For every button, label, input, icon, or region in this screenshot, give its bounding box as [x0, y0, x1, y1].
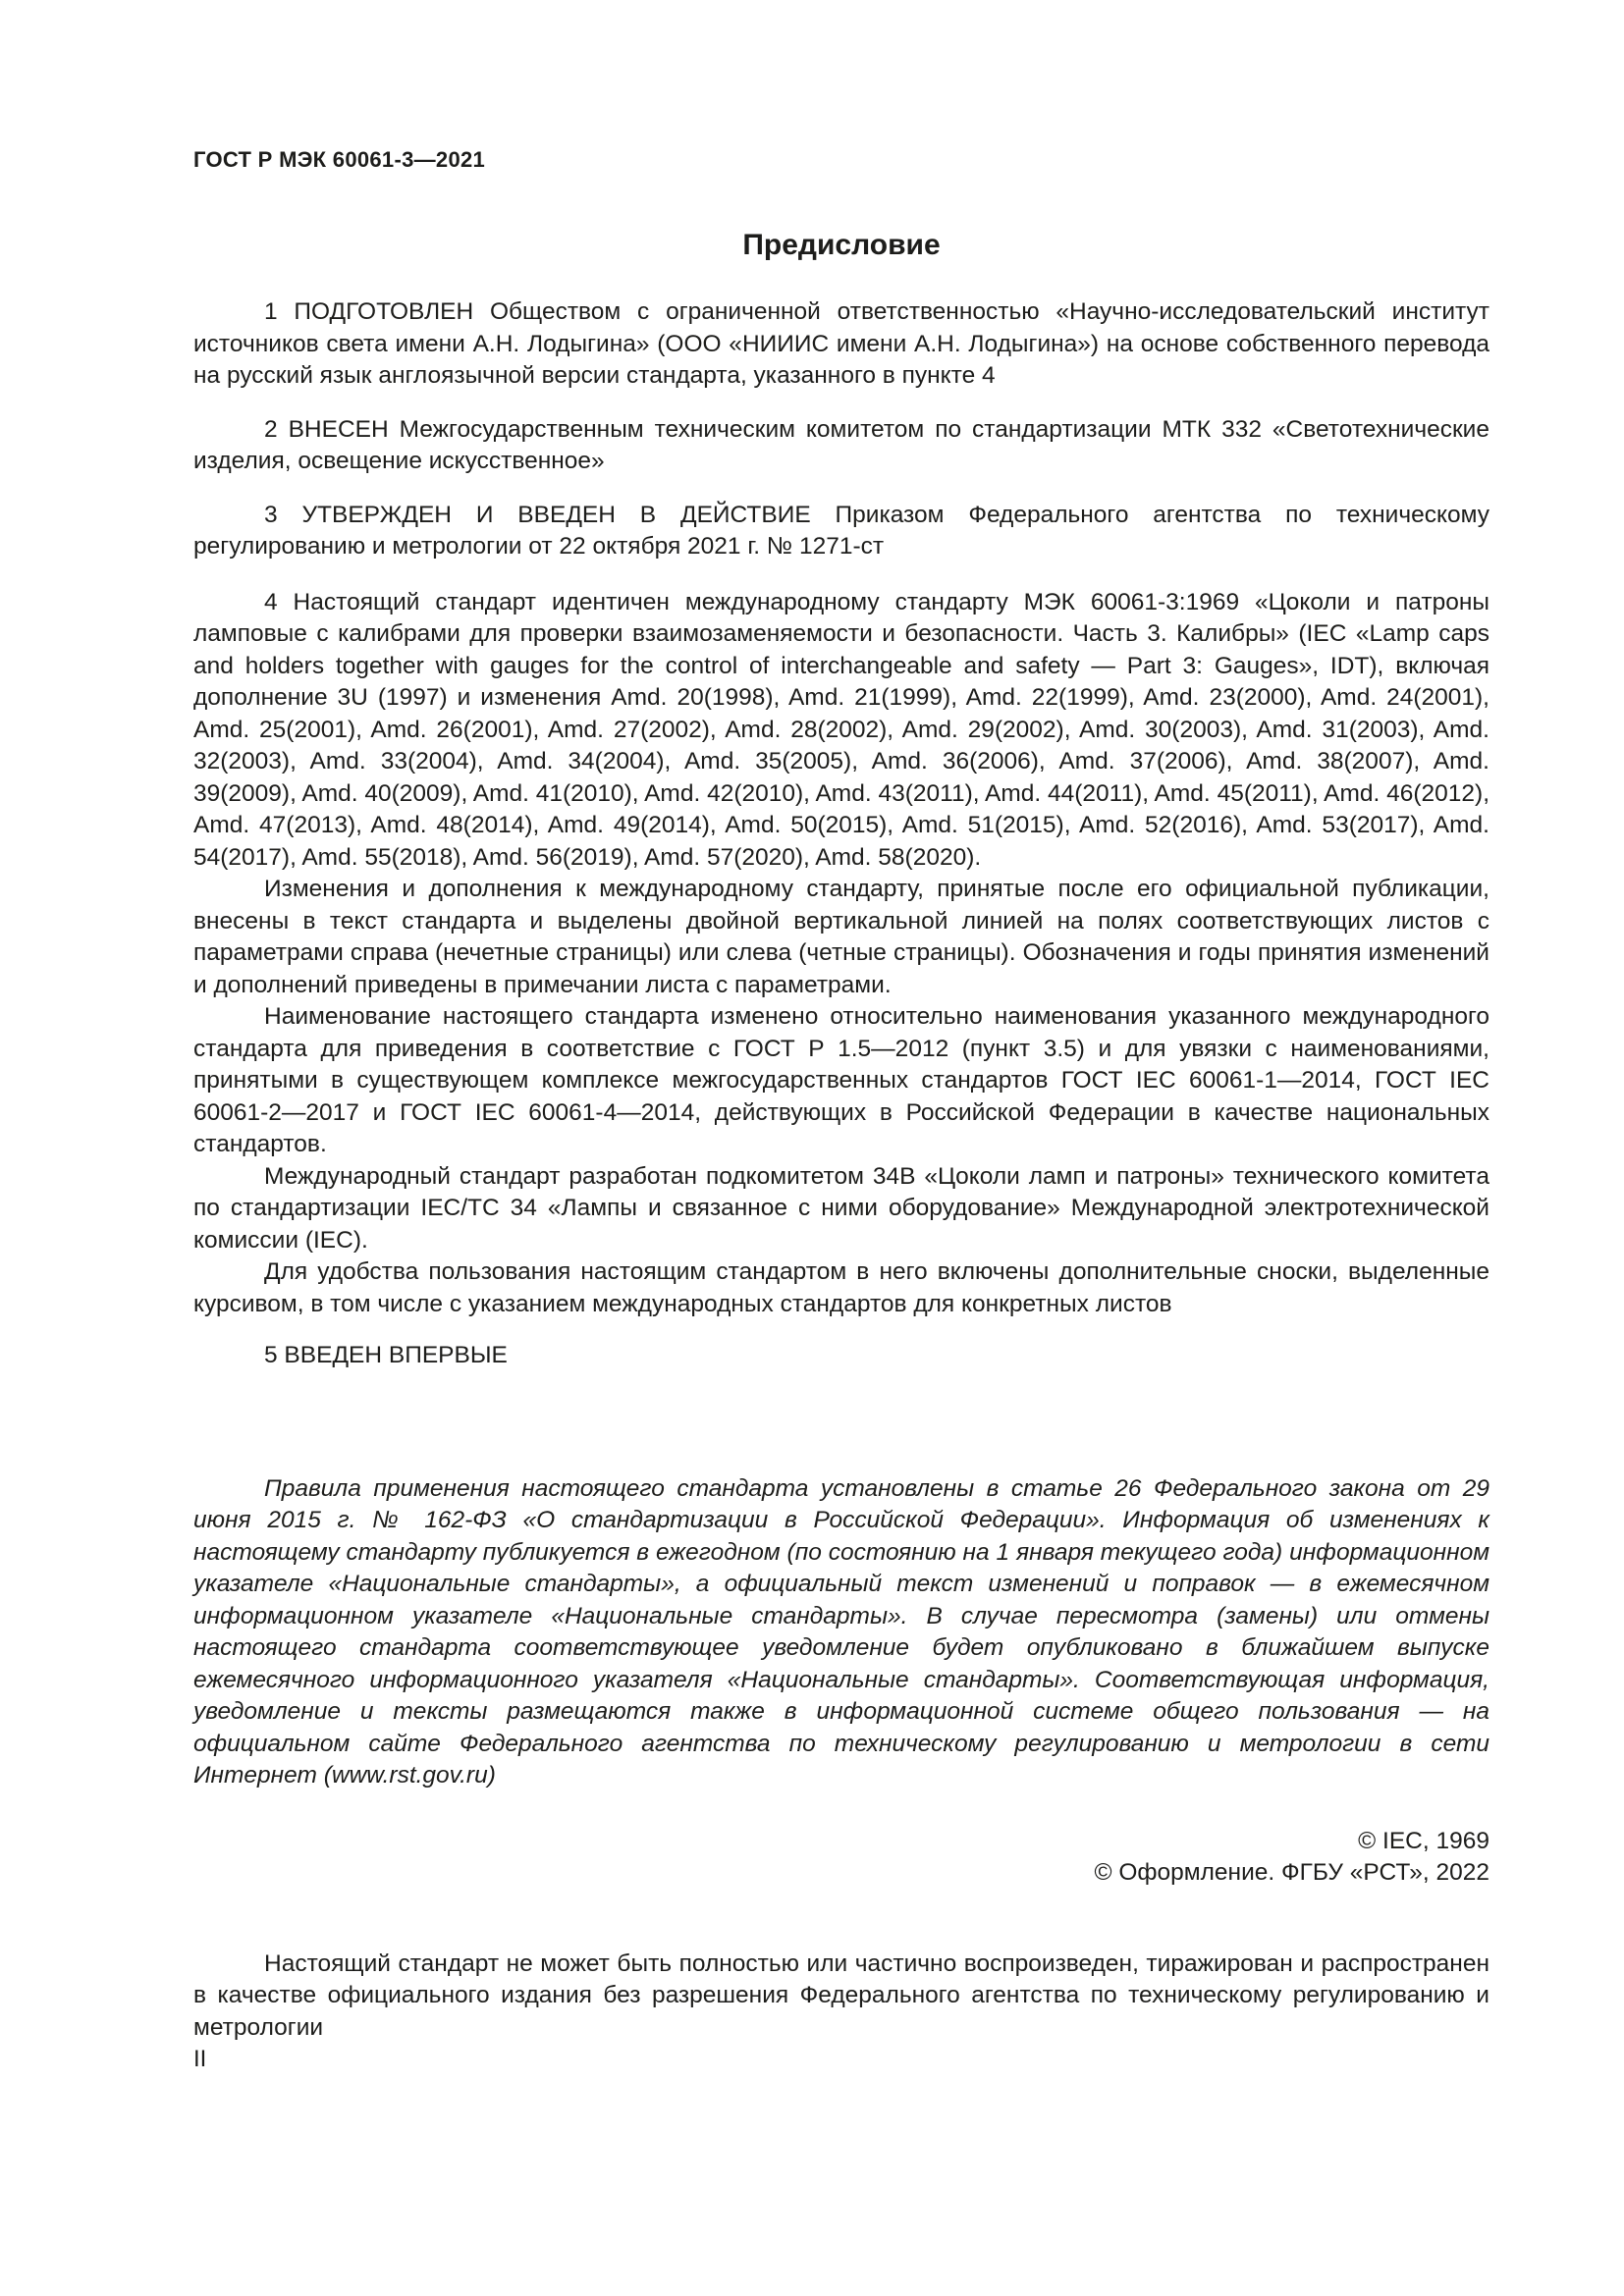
paragraph-2-introduced: 2 ВНЕСЕН Межгосударственным техническим комитетом по стандартизации МТК 332 «Светотехнические изделия, освещение искусственное» [193, 415, 1489, 474]
paragraph-4-changes: Изменения и дополнения к международному стандарту, принятые после его официальной публикации, внесены в текст стандарта и выделены двойной вертикальной линией на полях соответствующих листов с параметрами справа (нечетные страницы) или слева (четные страницы). Обозначения и годы принятия изменений и дополнений приведены в примечании листа с параметрами. [193, 876, 1489, 998]
paragraph-3-approved: 3 УТВЕРЖДЕН И ВВЕДЕН В ДЕЙСТВИЕ Приказом Федерального агентства по техническому регулированию и метрологии от 22 октября 2021 г. № 1271-ст [193, 501, 1489, 560]
application-rules-notice: Правила применения настоящего стандарта установлены в статье 26 Федерального закона от 29 июня 2015 г. № 162-ФЗ «О стандартизации в Российской Федерации». Информация об изменениях к настоящему стандарту публикуется в ежегодном (по состоянию на 1 января текущего года) информационном указателе «Национальные стандарты», а официальный текст изменений и поправок — в ежемесячном информационном указателе «Национальные стандарты». В случае пересмотра (замены) или отмены настоящего стандарта соответствующее уведомление будет опубликовано в ближайшем выпуске ежемесячного информационного указателя «Национальные стандарты». Соответствующая информация, уведомление и тексты размещаются также в информационной системе общего пользования — на официальном сайте Федерального агентства по техническому регулированию и метрологии в сети Интернет (www.rst.gov.ru) [193, 1474, 1489, 1789]
paragraph-4-identical: 4 Настоящий стандарт идентичен международному стандарту МЭК 60061-3:1969 «Цоколи и патроны ламповые с калибрами для проверки взаимозаменяемости и безопасности. Часть 3. Калибры» (IEC «Lamp caps and holders together with gauges for the control of interchangeable and safety — Part 3: Gauges», IDT), включая дополнение 3U (1997) и изменения Amd. 20(1998), Amd. 21(1999), Amd. 22(1999), Amd. 23(2000), Amd. 24(2001), Amd. 25(2001), Amd. 26(2001), Amd. 27(2002), Amd. 28(2002), Amd. 29(2002), Amd. 30(2003), Amd. 31(2003), Amd. 32(2003), Amd. 33(2004), Amd. 34(2004), Amd. 35(2005), Amd. 36(2006), Amd. 37(2006), Amd. 38(2007), Amd. 39(2009), Amd. 40(2009), Amd. 41(2010), Amd. 42(2010), Amd. 43(2011), Amd. 44(2011), Amd. 45(2011), Amd. 46(2012), Amd. 47(2013), Amd. 48(2014), Amd. 49(2014), Amd. 50(2015), Amd. 51(2015), Amd. 52(2016), Amd. 53(2017), Amd. 54(2017), Amd. 55(2018), Amd. 56(2019), Amd. 57(2020), Amd. 58(2020). [193, 588, 1489, 871]
document-code: ГОСТ Р МЭК 60061-3—2021 [193, 147, 486, 172]
copyright-iec: © IEC, 1969 [1358, 1827, 1489, 1854]
page-number: II [193, 2046, 207, 2072]
document-page [193, 147, 1489, 2044]
reproduction-restriction: Настоящий стандарт не может быть полностью или частично воспроизведен, тиражирован и распространен в качестве официального издания без разрешения Федерального агентства по техническому регулированию и метрологии [193, 1949, 1489, 2041]
paragraph-1-prepared: 1 ПОДГОТОВЛЕН Обществом с ограниченной ответственностью «Научно-исследовательский институт источников света имени А.Н. Лодыгина» (ООО «НИИИС имени А.Н. Лодыгина») на основе собственного перевода на русский язык англоязычной версии стандарта, указанного в пункте 4 [193, 298, 1489, 389]
copyright-block [193, 1826, 1489, 1890]
paragraph-5-first-introduced: 5 ВВЕДЕН ВПЕРВЫЕ [264, 1342, 508, 1368]
paragraph-4-footnotes: Для удобства пользования настоящим стандартом в него включены дополнительные сноски, выделенные курсивом, в том числе с указанием международных стандартов для конкретных листов [193, 1258, 1489, 1317]
paragraph-4-name: Наименование настоящего стандарта изменено относительно наименования указанного международного стандарта для приведения в соответствие с ГОСТ Р 1.5—2012 (пункт 3.5) и для увязки с наименованиями, принятыми в существующем комплексе межгосударственных стандартов ГОСТ IEC 60061-1—2014, ГОСТ IEC 60061-2—2017 и ГОСТ IEC 60061-4—2014, действующих в Российской Федерации в качестве национальных стандартов. [193, 1003, 1489, 1157]
paragraph-4-developer: Международный стандарт разработан подкомитетом 34В «Цоколи ламп и патроны» технического комитета по стандартизации IEC/TC 34 «Лампы и связанное с ними оборудование» Международной электротехнической комиссии (IEC). [193, 1162, 1489, 1254]
page-title: Предисловие [742, 229, 941, 261]
copyright-rst: © Оформление. ФГБУ «РСТ», 2022 [1094, 1859, 1489, 1886]
